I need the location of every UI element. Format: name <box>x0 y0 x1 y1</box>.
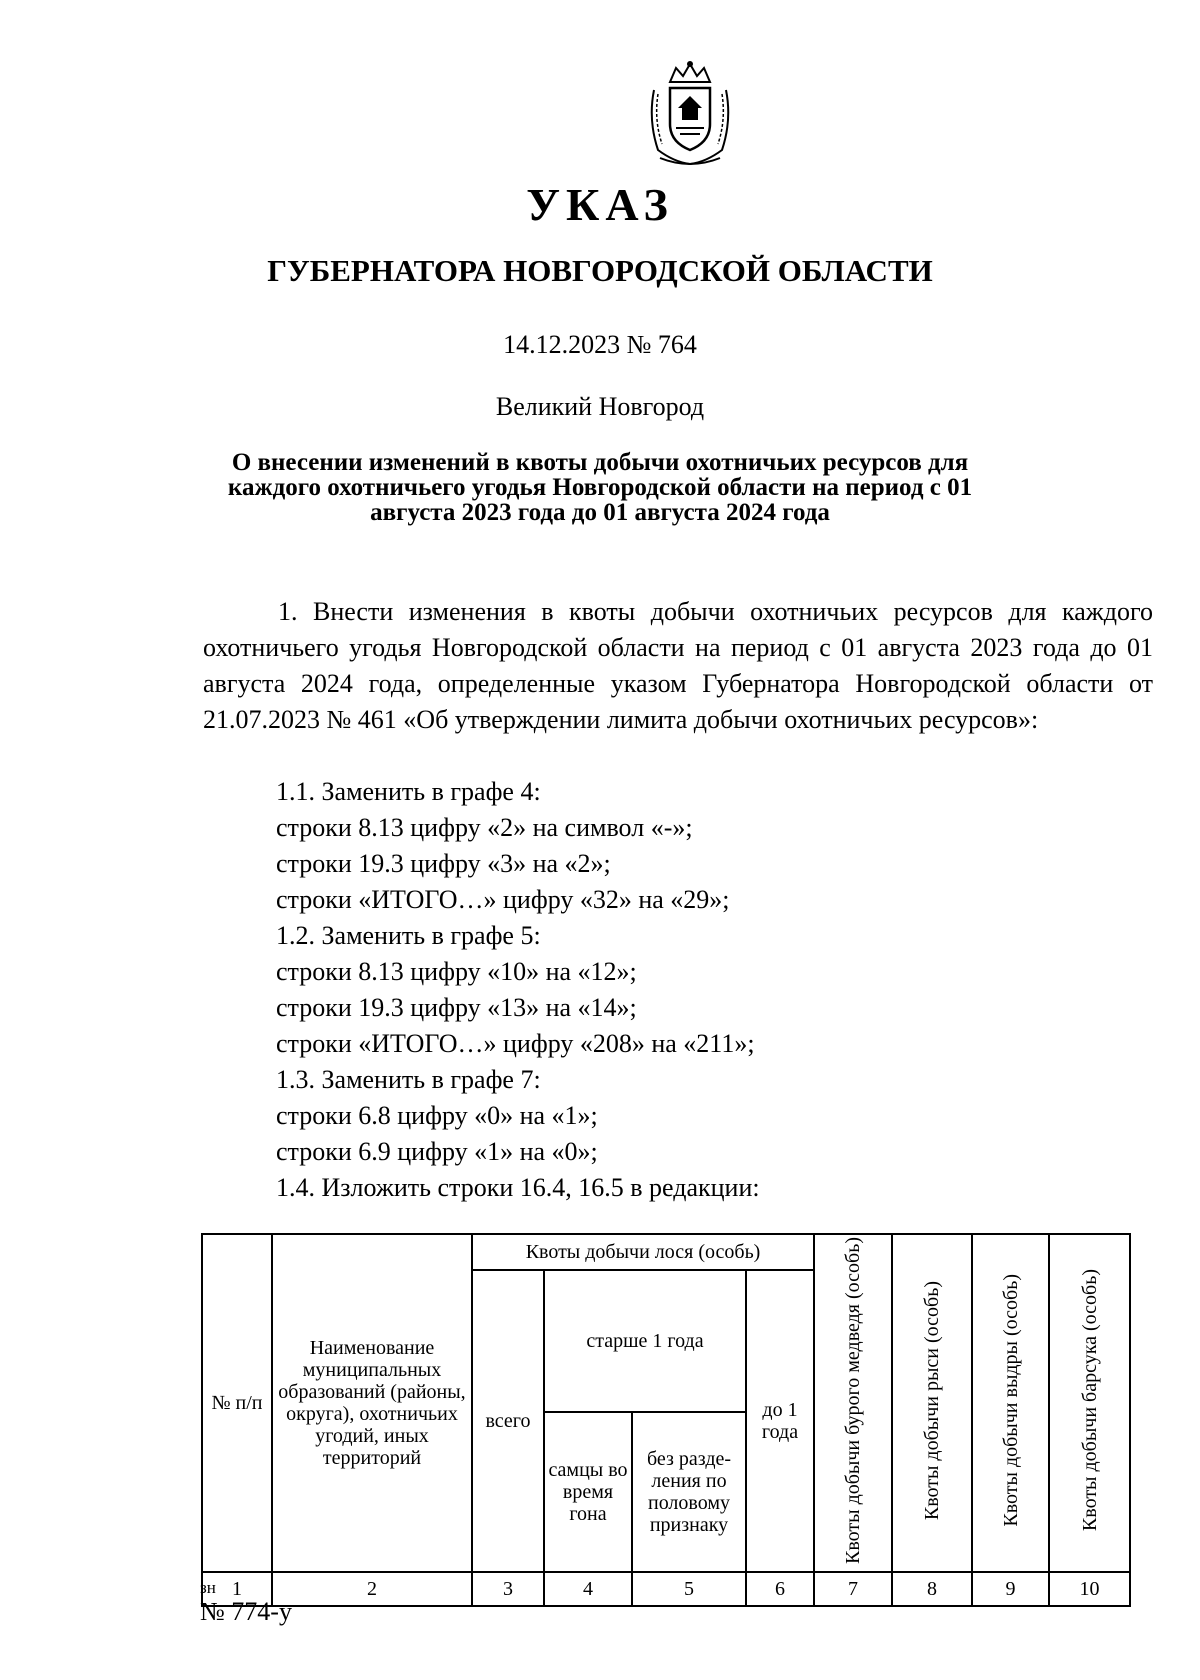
header-col-otter <box>972 1234 1049 1572</box>
document-heading: О внесении изменений в квоты добычи охотничьих ресурсов для каждого охотничьего угодья Новгородской области на период с 01 августа 2023 года до 01 августа 2024 года <box>227 449 973 526</box>
paragraph-1: 1. Внести изменения в квоты добычи охотничьих ресурсов для каждого охотничьего угодья Новгородской области на период с 01 августа 2023 года до 01 августа 2024 года, определенные указом Губернатора Новгородской области от 21.07.2023 № 461 «Об утверждении лимита добычи охотничьих ресурсов»: <box>203 597 1153 734</box>
list-item: строки 19.3 цифру «13» на «14»; <box>276 993 637 1022</box>
column-number: 8 <box>892 1572 972 1606</box>
registration-number: № 774-у <box>200 1597 292 1626</box>
header-col-bear <box>814 1234 892 1572</box>
column-number: 5 <box>632 1572 746 1606</box>
column-number: 2 <box>272 1572 472 1606</box>
date-number: 14.12.2023 № 764 <box>503 330 697 359</box>
header-col-badger-text: Квоты добычи барсука (особь) <box>1078 1269 1101 1532</box>
column-number: 1 <box>202 1572 272 1606</box>
list-item: 1.3. Заменить в графе 7: <box>276 1065 541 1094</box>
header-col-males: самцы во время гона <box>544 1412 632 1572</box>
header-col-lynx-text: Квоты добычи рыси (особь) <box>921 1280 944 1521</box>
header-older-than-1: старше 1 года <box>544 1270 746 1412</box>
column-number: 10 <box>1049 1572 1130 1606</box>
coat-of-arms-emblem <box>640 60 740 168</box>
header-col-name: Наименование муниципальных образований (районы, округа), охотничьих угодий, иных территорий <box>272 1234 472 1572</box>
header-col-otter-text: Квоты добычи выдры (особь) <box>999 1274 1022 1527</box>
list-item: строки «ИТОГО…» цифру «208» на «211»; <box>276 1029 755 1058</box>
column-number: 7 <box>814 1572 892 1606</box>
list-item: 1.4. Изложить строки 16.4, 16.5 в редакции: <box>276 1173 760 1202</box>
list-item: строки 19.3 цифру «3» на «2»; <box>276 849 611 878</box>
list-item: строки 6.9 цифру «1» на «0»; <box>276 1137 598 1166</box>
header-col-lynx <box>892 1234 972 1572</box>
header-col-under-1: до 1 года <box>746 1270 814 1572</box>
list-item: строки 8.13 цифру «2» на символ «-»; <box>276 813 693 842</box>
column-number: 4 <box>544 1572 632 1606</box>
column-number: 3 <box>472 1572 544 1606</box>
issuer-title: ГУБЕРНАТОРА НОВГОРОДСКОЙ ОБЛАСТИ <box>267 253 933 288</box>
header-col-bear-text: Квоты добычи бурого медведя (особь) <box>842 1237 865 1564</box>
executor-initials: зн <box>200 1578 216 1597</box>
header-col-total: всего <box>472 1270 544 1572</box>
header-col-number: № п/п <box>202 1234 272 1572</box>
document-type-title: УКАЗ <box>526 179 674 230</box>
quota-table <box>201 1233 1131 1607</box>
list-item: строки 6.8 цифру «0» на «1»; <box>276 1101 598 1130</box>
list-item: строки «ИТОГО…» цифру «32» на «29»; <box>276 885 730 914</box>
header-col-badger <box>1049 1234 1130 1572</box>
list-item: 1.2. Заменить в графе 5: <box>276 921 541 950</box>
list-item: строки 8.13 цифру «10» на «12»; <box>276 957 637 986</box>
column-number: 6 <box>746 1572 814 1606</box>
city-name: Великий Новгород <box>495 392 705 421</box>
list-item: 1.1. Заменить в графе 4: <box>276 777 541 806</box>
header-moose-quota: Квоты добычи лося (особь) <box>472 1234 814 1270</box>
column-number: 9 <box>972 1572 1049 1606</box>
header-col-no-sex: без разде-ления по половому признаку <box>632 1412 746 1572</box>
